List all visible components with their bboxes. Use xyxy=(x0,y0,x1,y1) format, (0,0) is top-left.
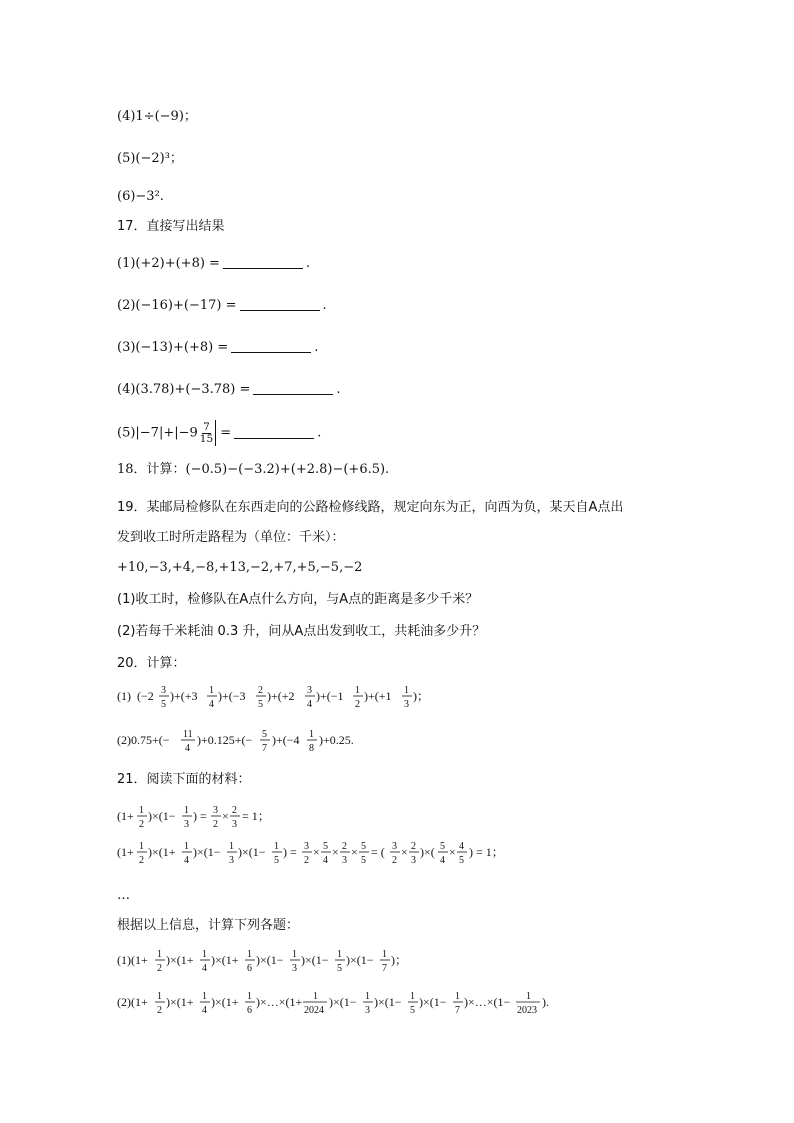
svg-text:1: 1 xyxy=(247,949,252,960)
svg-text:3: 3 xyxy=(411,855,416,866)
question-17-5 xyxy=(117,420,321,446)
svg-text:1: 1 xyxy=(292,949,297,960)
svg-text:) =: ) = xyxy=(283,845,297,859)
svg-text:= 1；: = 1； xyxy=(242,809,270,823)
svg-text:(1+: (1+ xyxy=(117,845,134,859)
svg-text:4: 4 xyxy=(184,855,189,866)
svg-text:2023: 2023 xyxy=(517,1005,537,1016)
svg-text:1: 1 xyxy=(184,841,189,852)
svg-text:3: 3 xyxy=(404,699,409,710)
svg-text:8: 8 xyxy=(309,743,314,754)
ellipsis: … xyxy=(117,888,130,903)
question-21-title: 21．阅读下面的材料： xyxy=(117,772,251,787)
svg-text:= (: = ( xyxy=(371,845,385,859)
svg-text:)×(1+: )×(1+ xyxy=(211,995,239,1009)
svg-text:1: 1 xyxy=(455,991,460,1002)
svg-text:)+(+3: )+(+3 xyxy=(170,689,198,703)
svg-text:2: 2 xyxy=(355,699,360,710)
svg-text:1: 1 xyxy=(247,991,252,1002)
period: . xyxy=(305,256,311,271)
svg-text:5: 5 xyxy=(361,855,366,866)
svg-text:(1): (1) xyxy=(117,689,131,703)
equals: = xyxy=(220,425,232,441)
svg-text:)+(−1: )+(−1 xyxy=(316,689,344,703)
answer-blank[interactable] xyxy=(253,381,333,395)
svg-text:1: 1 xyxy=(202,991,207,1002)
svg-text:)×(1+: )×(1+ xyxy=(148,845,176,859)
svg-text:)×(1+: )×(1+ xyxy=(211,953,239,967)
svg-text:3: 3 xyxy=(365,1005,370,1016)
svg-text:5: 5 xyxy=(274,855,279,866)
svg-text:3: 3 xyxy=(232,819,237,830)
svg-text:4: 4 xyxy=(440,855,445,866)
question-17-2 xyxy=(117,296,327,316)
svg-text:3: 3 xyxy=(213,805,218,816)
svg-text:) =: ) = xyxy=(193,809,207,823)
question-17-3 xyxy=(117,338,318,358)
svg-text:)×(1−: )×(1− xyxy=(256,953,284,967)
svg-text:1: 1 xyxy=(313,991,318,1002)
svg-text:(2)(1+: (2)(1+ xyxy=(117,995,148,1009)
svg-text:5: 5 xyxy=(361,841,366,852)
svg-text:4: 4 xyxy=(185,743,190,754)
svg-text:(1)(1+: (1)(1+ xyxy=(117,953,148,967)
svg-text:1: 1 xyxy=(209,685,214,696)
q17-1-expr: (1)(+2)+(+8) = xyxy=(117,256,220,271)
svg-text:2: 2 xyxy=(157,1005,162,1016)
svg-text:)×…×(1+: )×…×(1+ xyxy=(256,995,303,1009)
svg-text:2: 2 xyxy=(342,841,347,852)
svg-text:×: × xyxy=(351,845,358,859)
svg-text:)×(1+: )×(1+ xyxy=(166,953,194,967)
problem-16-6: (6)−3². xyxy=(117,189,164,204)
svg-text:(1+: (1+ xyxy=(117,809,134,823)
answer-blank[interactable] xyxy=(223,255,303,269)
svg-text:1: 1 xyxy=(202,949,207,960)
svg-text:1: 1 xyxy=(410,991,415,1002)
question-21-tasks xyxy=(117,940,657,1030)
svg-text:)×(1+: )×(1+ xyxy=(166,995,194,1009)
svg-text:)×(1−: )×(1− xyxy=(346,953,374,967)
question-17-title: 17．直接写出结果 xyxy=(117,219,225,234)
svg-text:5: 5 xyxy=(262,729,267,740)
svg-text:7: 7 xyxy=(455,1005,460,1016)
svg-text:3: 3 xyxy=(292,963,297,974)
svg-text:4: 4 xyxy=(459,841,464,852)
svg-text:2: 2 xyxy=(139,855,144,866)
svg-text:6: 6 xyxy=(247,1005,252,1016)
question-17-1 xyxy=(117,254,310,274)
svg-text:4: 4 xyxy=(202,1005,207,1016)
answer-blank[interactable] xyxy=(234,425,314,439)
question-20-title: 20．计算： xyxy=(117,656,186,671)
question-19-line2: 发到收工时所走路程为（单位：千米）： xyxy=(117,530,345,545)
problem-16-4: (4)1÷(−9)； xyxy=(117,109,197,124)
svg-text:2: 2 xyxy=(392,855,397,866)
svg-text:3: 3 xyxy=(161,685,166,696)
svg-text:×: × xyxy=(332,845,339,859)
question-18: 18．计算：(−0.5)−(−3.2)+(+2.8)−(+6.5). xyxy=(117,462,390,477)
svg-text:3: 3 xyxy=(307,685,312,696)
svg-text:) = 1；: ) = 1； xyxy=(469,845,504,859)
svg-text:)+0.125+(−: )+0.125+(− xyxy=(197,733,253,747)
svg-text:)×(1−: )×(1− xyxy=(419,995,447,1009)
svg-text:)+(+1: )+(+1 xyxy=(364,689,392,703)
fraction: $\frac{7}{15}$ xyxy=(199,420,214,445)
svg-text:4: 4 xyxy=(323,855,328,866)
svg-text:5: 5 xyxy=(337,963,342,974)
svg-text:1: 1 xyxy=(139,841,144,852)
svg-text:)×(1−: )×(1− xyxy=(301,953,329,967)
svg-text:2024: 2024 xyxy=(304,1005,324,1016)
svg-text:7: 7 xyxy=(262,743,267,754)
question-19-sub1: (1)收工时，检修队在A点什么方向，与A点的距离是多少千米？ xyxy=(117,592,479,607)
q17-5-expr: (5)|−7|+|−9 xyxy=(117,425,198,441)
svg-text:2: 2 xyxy=(157,963,162,974)
svg-text:)×(1−: )×(1− xyxy=(193,845,221,859)
period: . xyxy=(336,382,341,397)
svg-text:1: 1 xyxy=(184,805,189,816)
question-20-formulas xyxy=(117,676,477,766)
svg-text:6: 6 xyxy=(247,963,252,974)
svg-text:3: 3 xyxy=(392,841,397,852)
svg-text:×: × xyxy=(222,809,229,823)
answer-blank[interactable] xyxy=(240,297,320,311)
svg-text:)+(−4: )+(−4 xyxy=(272,733,300,747)
question-19-sub2: (2)若每千米耗油 0.3 升，问从A点出发到收工，共耗油多少升？ xyxy=(117,624,486,639)
problem-16-5: (5)(−2)³； xyxy=(117,151,183,166)
svg-text:2: 2 xyxy=(304,855,309,866)
svg-text:2: 2 xyxy=(258,685,263,696)
answer-blank[interactable] xyxy=(231,339,311,353)
question-21-material xyxy=(117,794,557,884)
svg-text:)×(1−: )×(1− xyxy=(148,809,176,823)
svg-text:5: 5 xyxy=(440,841,445,852)
question-19-line1: 19．某邮局检修队在东西走向的公路检修线路，规定向东为正，向西为负，某天自A点出 xyxy=(117,500,624,515)
question-21-info: 根据以上信息，计算下列各题： xyxy=(117,918,300,933)
svg-text:5: 5 xyxy=(258,699,263,710)
svg-text:4: 4 xyxy=(209,699,214,710)
svg-text:1: 1 xyxy=(526,991,531,1002)
svg-text:3: 3 xyxy=(342,855,347,866)
question-19-data: +10,−3,+4,−8,+13,−2,+7,+5,−5,−2 xyxy=(117,560,363,575)
period: . xyxy=(314,340,319,355)
svg-text:1: 1 xyxy=(355,685,360,696)
svg-text:5: 5 xyxy=(459,855,464,866)
svg-text:)×(: )×( xyxy=(420,845,435,859)
svg-text:1: 1 xyxy=(274,841,279,852)
svg-text:1: 1 xyxy=(337,949,342,960)
svg-text:1: 1 xyxy=(229,841,234,852)
svg-text:2: 2 xyxy=(213,819,218,830)
svg-text:)；: )； xyxy=(413,689,429,703)
svg-text:1: 1 xyxy=(309,729,314,740)
q17-4-expr: (4)(3.78)+(−3.78) = xyxy=(117,382,251,397)
svg-text:5: 5 xyxy=(410,1005,415,1016)
svg-text:×: × xyxy=(449,845,456,859)
svg-text:4: 4 xyxy=(202,963,207,974)
svg-text:×: × xyxy=(313,845,320,859)
svg-text:).: ). xyxy=(542,995,549,1009)
svg-text:1: 1 xyxy=(139,805,144,816)
svg-text:3: 3 xyxy=(229,855,234,866)
svg-text:3: 3 xyxy=(184,819,189,830)
svg-text:2: 2 xyxy=(232,805,237,816)
svg-text:)×(1−: )×(1− xyxy=(329,995,357,1009)
svg-text:)；: )； xyxy=(391,953,407,967)
svg-text:)×(1−: )×(1− xyxy=(238,845,266,859)
period: . xyxy=(322,298,327,313)
svg-text:4: 4 xyxy=(307,699,312,710)
svg-text:)+(−3: )+(−3 xyxy=(218,689,246,703)
svg-text:(2)0.75+(−: (2)0.75+(− xyxy=(117,733,170,747)
period: . xyxy=(317,425,322,441)
svg-text:1: 1 xyxy=(404,685,409,696)
svg-text:1: 1 xyxy=(382,949,387,960)
svg-text:×: × xyxy=(401,845,408,859)
q17-3-expr: (3)(−13)+(+8) = xyxy=(117,340,229,355)
svg-text:5: 5 xyxy=(161,699,166,710)
svg-text:5: 5 xyxy=(323,841,328,852)
svg-text:)×(1−: )×(1− xyxy=(374,995,402,1009)
svg-text:)+(+2: )+(+2 xyxy=(267,689,295,703)
svg-text:1: 1 xyxy=(365,991,370,1002)
svg-text:)+0.25.: )+0.25. xyxy=(319,733,354,747)
svg-text:1: 1 xyxy=(157,991,162,1002)
svg-text:(−2: (−2 xyxy=(137,689,154,703)
svg-text:2: 2 xyxy=(411,841,416,852)
svg-text:7: 7 xyxy=(382,963,387,974)
q17-2-expr: (2)(−16)+(−17) = xyxy=(117,298,237,313)
svg-text:3: 3 xyxy=(304,841,309,852)
svg-text:2: 2 xyxy=(139,819,144,830)
question-17-4 xyxy=(117,380,341,400)
svg-text:11: 11 xyxy=(183,729,193,740)
svg-text:1: 1 xyxy=(157,949,162,960)
svg-text:)×…×(1−: )×…×(1− xyxy=(464,995,511,1009)
